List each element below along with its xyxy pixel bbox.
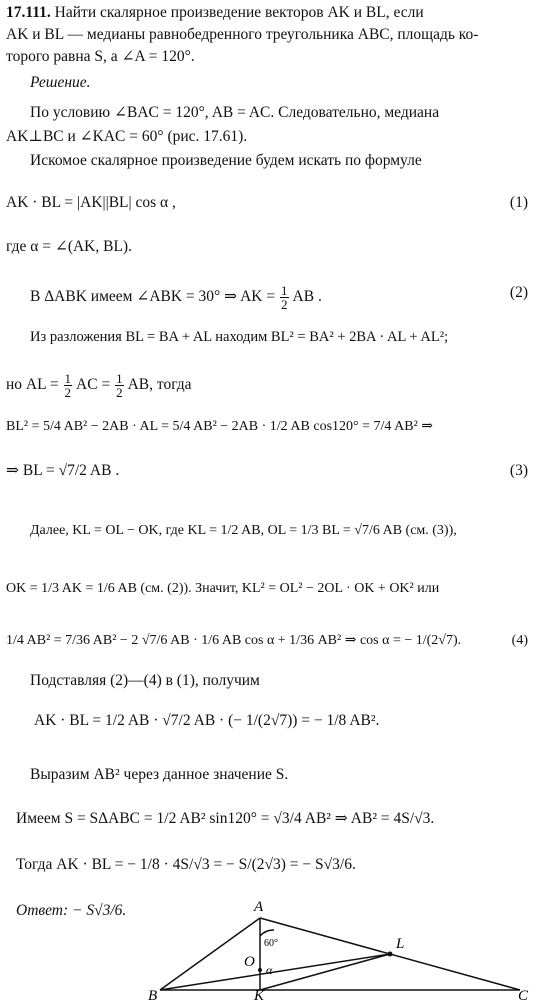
fraction-half-2: $\frac{1}{2}$ <box>64 371 71 400</box>
text-line-3: Искомое скалярное произведение будем искать по формуле <box>30 152 422 169</box>
answer: Ответ: − S√3/6. <box>16 902 127 919</box>
problem-text-1: Найти скалярное произведение векторов AK и BL, если <box>54 4 424 21</box>
equation-1 <box>6 194 536 212</box>
equation-2-post: AB . <box>292 288 322 306</box>
text-line-1: По условию ∠BAC = 120°, AB = AC. Следовательно, медиана <box>30 104 440 121</box>
equation-4 <box>6 632 536 650</box>
text-line-2: AK⊥BC и ∠KAC = 60° (рис. 17.61). <box>6 128 248 145</box>
text-line-4: где α = ∠(AK, BL). <box>6 238 132 255</box>
text-line-9: Далее, KL = OL − OK, где KL = 1/2 AB, OL = 1/3 BL = √7/6 AB (см. (3)), <box>30 523 457 538</box>
problem-number: 17.111. <box>6 4 51 21</box>
equation-2-number: (2) <box>509 284 528 301</box>
median-BL <box>160 954 390 990</box>
equation-2-pre: В ΔABK имеем ∠ABK = 30° ⇒ AK = <box>30 288 276 306</box>
equation-4-number: (4) <box>511 633 528 648</box>
triangle-figure <box>140 896 536 1001</box>
problem-line-3: торого равна S, а ∠A = 120°. <box>6 48 195 65</box>
label-K: K <box>254 988 265 1001</box>
text-line-5: Из разложения BL = BA + AL находим BL² = BA² + 2BA · AL + AL²; <box>30 329 449 345</box>
label-L: L <box>396 936 405 952</box>
text-line-12: Подставляя (2)—(4) в (1), получим <box>30 672 260 689</box>
text-line-13: AK · BL = 1/2 AB · √7/2 AB · (− 1/(2√7)) = − 1/8 AB². <box>34 712 380 729</box>
equation-3-body: ⇒ BL = √7/2 AB . <box>6 462 120 479</box>
text-line-6-post: AB, тогда <box>127 376 192 394</box>
point-L <box>388 952 393 957</box>
point-O <box>258 968 262 972</box>
equation-4-body: 1/4 AB² = 7/36 AB² − 2 √7/6 AB · 1/6 AB cos α + 1/36 AB² ⇒ cos α = − 1/(2√7). <box>6 633 462 648</box>
equation-3-number: (3) <box>509 462 528 479</box>
angle-60-arc <box>260 930 274 936</box>
label-B: B <box>148 988 158 1001</box>
text-line-6 <box>6 372 192 399</box>
text-line-16: Тогда AK · BL = − 1/8 · 4S/√3 = − S/(2√3) = − S√3/6. <box>16 856 356 873</box>
equation-2 <box>30 284 536 311</box>
label-O: O <box>244 954 255 970</box>
text-line-7: BL² = 5/4 AB² − 2AB · AL = 5/4 AB² − 2AB · 1/2 AB cos120° = 7/4 AB² ⇒ <box>6 419 433 434</box>
label-C: C <box>518 988 529 1001</box>
fraction-half: $\frac{1}{2}$ <box>281 283 288 312</box>
label-A: A <box>254 899 264 915</box>
text-line-6-pre: но AL = <box>6 376 59 394</box>
text-line-10: OK = 1/3 AK = 1/6 AB (см. (2)). Значит, KL² = OL² − 2OL · OK + OK² или <box>6 581 440 596</box>
label-alpha: α <box>266 963 273 977</box>
label-60-degrees: 60° <box>264 938 278 949</box>
equation-1-body: AK · BL = |AK||BL| cos α , <box>6 194 176 211</box>
text-line-14: Выразим AB² через данное значение S. <box>30 766 289 783</box>
solution-label: Решение. <box>30 74 91 91</box>
equation-1-number: (1) <box>509 194 528 211</box>
fraction-half-3: $\frac{1}{2}$ <box>116 371 123 400</box>
problem-line-2: AK и BL — медианы равнобедренного треугольника ABC, площадь ко- <box>6 26 479 43</box>
problem-line-1 <box>6 4 424 22</box>
equation-3 <box>6 462 536 480</box>
text-line-15: Имеем S = SΔABC = 1/2 AB² sin120° = √3/4 AB² ⇒ AB² = 4S/√3. <box>16 810 435 827</box>
text-line-6-mid: AC = <box>76 376 111 394</box>
